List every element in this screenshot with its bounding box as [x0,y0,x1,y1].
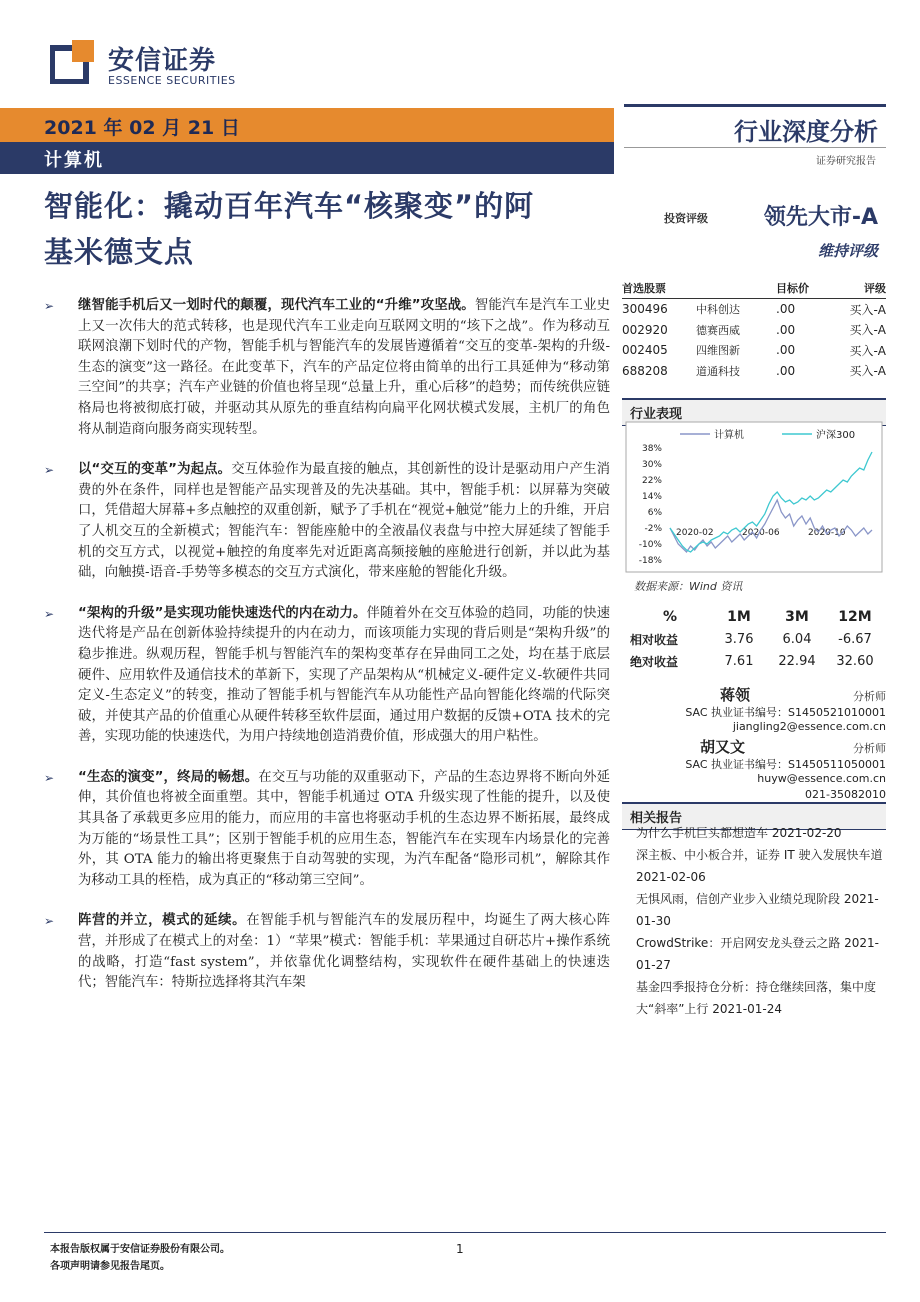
perf-header-3m: 3M [785,609,809,625]
analyst-cert: SAC 执业证书编号：S1450521010001 [685,706,886,719]
rating-note: 维持评级 [817,242,878,260]
x-tick-label: 2020-10 [808,528,846,538]
stock-name: 德赛西威 [696,323,740,337]
stock-name: 道通科技 [696,364,740,378]
related-report-link[interactable]: 深主板、中小板合并，证券 IT 驶入发展快车道 2021-02-06 [636,848,883,884]
report-category: 计算机 [44,150,104,171]
body-paragraph [44,296,610,440]
picks-header-target: 目标价 [776,282,809,295]
footer-rule [44,1232,886,1233]
perf-label: 相对收益 [630,632,679,647]
picks-row [622,320,886,341]
body-paragraph [44,768,610,892]
analyst-name: 胡又文 [700,738,746,756]
body-paragraph [44,911,610,993]
analyst-name: 蒋领 [720,686,751,704]
perf-header-12m: 12M [838,609,872,625]
report-type: 行业深度分析 [734,118,878,146]
perf-value: 7.61 [724,653,754,669]
analyst-card [720,684,886,705]
industry-perf-chart [622,418,886,578]
paragraph-lead: 阵营的并立，模式的延续。 [78,913,247,929]
stock-rating: 买入-A [849,343,886,358]
analyst-email[interactable]: huyw@essence.com.cn [757,772,886,785]
report-title-line1: 智能化：撬动百年汽车“核聚变”的阿 [44,189,535,223]
perf-table [630,606,886,672]
related-report-link[interactable]: 为什么手机巨头都想造车 2021-02-20 [636,826,842,840]
y-tick-label: 6% [647,508,662,518]
chart-source: 数据来源：Wind 资讯 [634,580,743,593]
chart-frame [626,422,882,572]
perf-label: 绝对收益 [630,654,679,669]
x-tick-label: 2020-06 [742,528,780,538]
y-tick-label: 38% [641,444,662,454]
related-reports-heading: 相关报告 [622,802,886,830]
y-tick-label: 30% [641,460,662,470]
picks-row [622,361,886,382]
bullet-arrow-icon: ➢ [44,914,55,929]
paragraph-lead: “生态的演变”，终局的畅想。 [78,769,259,785]
stock-target: .00 [776,322,796,337]
paragraph-lead: 以“交互的变革”为起点。 [78,462,232,478]
bullet-arrow-icon: ➢ [44,770,55,785]
analyst-cert: SAC 执业证书编号：S1450511050001 [685,758,886,771]
report-type-rule [624,104,886,107]
report-sub-rule [624,147,886,148]
related-report-link[interactable]: 无惧风雨，信创产业步入业绩兑现阶段 2021-01-30 [636,892,879,928]
y-tick-label: 14% [641,492,662,502]
y-tick-label: 22% [641,476,662,486]
bullet-arrow-icon: ➢ [44,463,55,478]
perf-row-absolute [630,650,886,672]
industry-perf-heading: 行业表现 [622,398,886,426]
top-picks-table [622,278,886,381]
stock-rating: 买入-A [849,323,886,338]
perf-value: 6.04 [782,631,812,647]
stock-target: .00 [776,343,796,358]
stock-code: 002920 [622,322,668,337]
perf-value: -6.67 [838,631,872,647]
bullet-arrow-icon: ➢ [44,606,55,621]
paragraph-text: 伴随着外在交互体验的趋同，功能的快速迭代将是产品在创新体验持续提升的内在动力，而该项能力实现的背后则是“架构升级”的稳步推进。纵观历程，智能手机与智能汽车的架构变革存在异曲同工之处，均在基于底层硬件、应用软件及通信技术的革新下，实现了产品架构从“机械定义-硬件定义-软硬件共同定义-生态定义”的转变，推动了智能手机与智能汽车从功能性产品向智能化终端的代际突破，并使其产品的价值重心从硬件转移至软件层面，通过用户数据的反馈+OTA 技术的完善，实现功能的快速迭代，为用户持续地创造消费价值，形成强大的用户粘性。 [78,605,610,745]
body-paragraph [44,604,610,748]
y-tick-label: -2% [644,524,662,534]
analyst-role: 分析师 [853,690,886,703]
report-date: 2021 年 02 月 21 日 [44,117,240,139]
analyst-email[interactable]: jiangling2@essence.com.cn [732,720,886,733]
legend-label: 计算机 [714,430,744,441]
stock-target: .00 [776,363,796,378]
stock-code: 300496 [622,302,668,317]
rating-label: 投资评级 [664,212,708,225]
related-report-link[interactable]: 基金四季报持仓分析：持仓继续回落，集中度大“斜率”上行 2021-01-24 [636,980,877,1016]
stock-target: .00 [776,302,796,317]
paragraph-lead: 继智能手机后又一划时代的颠覆，现代汽车工业的“升维”攻坚战。 [78,298,475,313]
paragraph-text: 智能汽车是汽车工业史上又一次伟大的范式转移，也是现代汽车工业走向互联网文明的“垓下之战”。作为移动互联网浪潮下划时代的产物，智能手机与智能汽车的发展皆遵循着“交互的变革-架构的升级-生态的演变”这一路径。在此变革下，汽车的产品定位将由简单的出行工具延伸为“移动第三空间”的共享；汽车产业链的价值也将呈现“总量上升，重心后移”的趋势；而传统供应链格局也将被彻底打破，并驱动其从原先的垂直结构向扁平化网状模式发展，主机厂的角色将从制造商向服务商实现转型。 [78,298,610,437]
analyst-role: 分析师 [853,742,886,755]
report-body [44,296,610,1014]
analyst-card [700,736,886,757]
paragraph-text: 交互体验作为最直接的触点，其创新性的设计是驱动用户产生消费的外在条件，同样也是智能产品实现普及的先决基础。其中，智能手机：以屏幕为突破口，凭借超大屏幕+多点触控的双重创新，赋予了手机在“视觉+触觉”能力上的升维，开启了人机交互的全新模式；智能汽车：智能座舱中的全液晶仪表盘与中控大屏延续了智能手机的交互方式，以视觉+触控的角度率先对近距离高频接触的座舱进行创新，并以此为基础，向触摸-语音-手势等多模态的交互方式演化，带来座舱的智能化升级。 [78,462,610,581]
rating-value: 领先大市-A [763,205,878,230]
stock-name: 四维图新 [696,344,740,358]
perf-value: 32.60 [836,653,874,669]
picks-header-stock: 首选股票 [622,282,666,295]
perf-value: 3.76 [724,631,754,647]
perf-header-unit: % [662,609,678,625]
related-report-link[interactable]: CrowdStrike：开启网安龙头登云之路 2021-01-27 [636,936,880,972]
stock-rating: 买入-A [849,302,886,317]
footer-disclaimer: 各项声明请参见报告尾页。 [50,1261,170,1272]
picks-header-rating: 评级 [864,282,886,295]
report-title-line2: 基米德支点 [44,235,195,269]
bullet-arrow-icon: ➢ [44,299,55,313]
paragraph-text: 在智能手机与智能汽车的发展历程中，均诞生了两大核心阵营，并形成了在模式上的对垒：1）“苹果”模式：智能手机：苹果通过自研芯片+操作系统的战略，打造“fast system”，并依靠优化调整结构，实现软件在硬件基础上的快速迭代；智能汽车：特斯拉选择将其汽车架 [78,913,611,991]
body-paragraph [44,460,610,584]
report-subtitle: 证券研究报告 [816,156,876,167]
page-number: 1 [456,1242,464,1256]
paragraph-lead: “架构的升级”是实现功能快速迭代的内在动力。 [78,605,367,621]
perf-header-row [630,606,886,628]
paragraph-text: 在交互与功能的双重驱动下，产品的生态边界将不断向外延伸，其价值也将被全面重塑。其中，智能手机通过 OTA 升级实现了性能的提升，以及使其具备了承载更多应用的能力，而应用的丰富也将驱动手机的生态边界不断拓展，最终成为万能的“场景性工具”；区别于智能手机的应用生态，智能汽车在实现车内场景化的完善外，其 OTA 能力的输出将更聚焦于自动驾驶的实现，为汽车配备“隐形司机”，解除其作为移动工具的桎梏，成为真正的“移动第三空间”。 [78,769,610,888]
stock-code: 002405 [622,343,668,358]
x-tick-label: 2020-02 [676,528,714,538]
y-tick-label: -18% [638,556,662,566]
brand-logo-icon [50,38,96,84]
related-reports-list [636,822,890,1020]
picks-row [622,299,886,320]
y-tick-label: -10% [638,540,662,550]
stock-name: 中科创达 [696,303,740,317]
picks-row [622,340,886,361]
brand-name-cn: 安信证券 [108,46,217,76]
footer-copyright: 本报告版权属于安信证券股份有限公司。 [50,1244,230,1255]
perf-row-relative [630,628,886,650]
picks-header-row [622,278,886,299]
legend-label: 沪深300 [816,430,856,441]
perf-header-1m: 1M [727,609,751,625]
stock-rating: 买入-A [849,364,886,379]
analyst-phone: 021-35082010 [805,788,886,801]
brand-name-en: ESSENCE SECURITIES [108,74,236,87]
perf-value: 22.94 [778,653,816,669]
stock-code: 688208 [622,363,668,378]
